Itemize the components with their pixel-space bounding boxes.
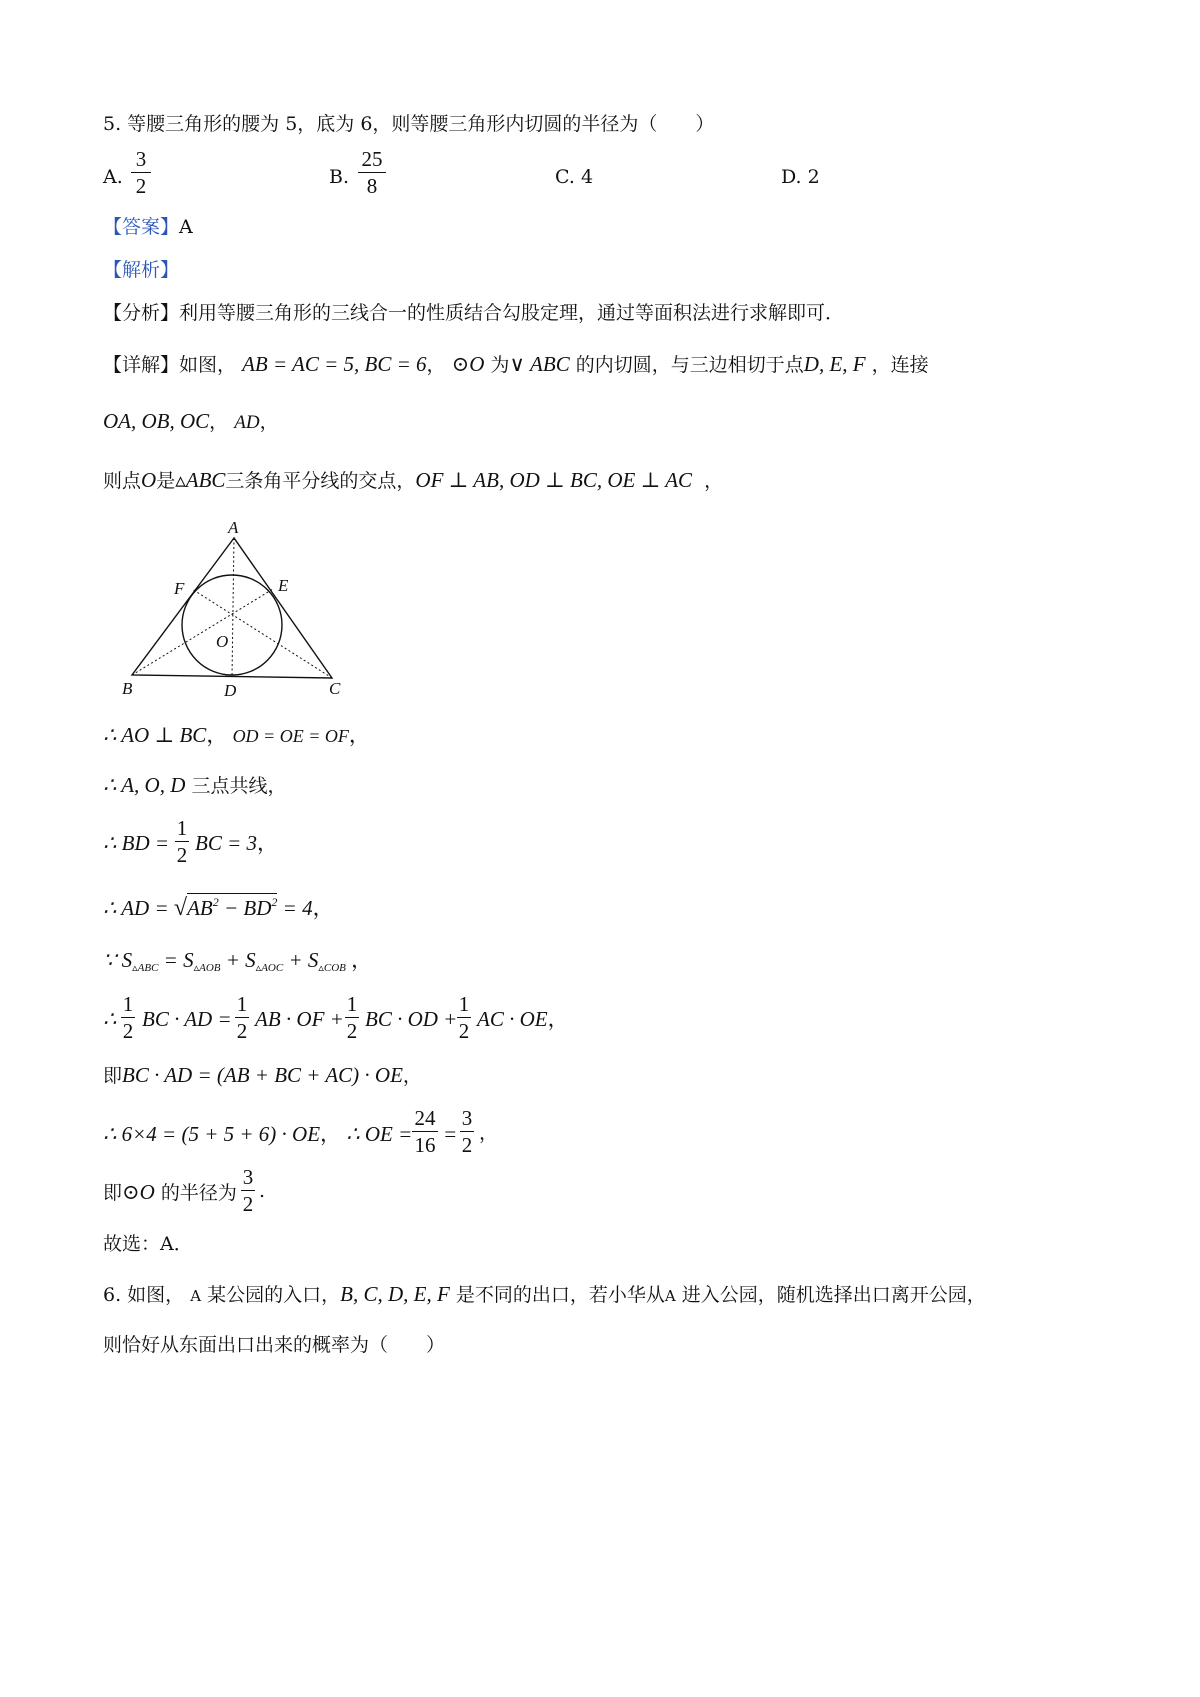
math-expression: ∴ AO ⊥ BC [103, 723, 207, 747]
label-e: E [278, 576, 289, 595]
step-6-term-2: AB · OF + [255, 1007, 344, 1031]
punctuation: ， [426, 354, 446, 376]
step-1 [103, 725, 370, 746]
sqrt-radicand: $AB^2 - BD^2$ [187, 895, 278, 920]
step-7: 即BC · AD = (AB + BC + AC) · OE， [103, 1063, 422, 1087]
step-4: ∴ AD = $√AB^2 - BD^2 = 4$， [103, 895, 334, 921]
denominator: 2 [176, 843, 188, 867]
incircle-figure [110, 515, 360, 705]
punctuation: ， [348, 723, 370, 747]
math-expression: OA, OB, OC [103, 409, 210, 433]
step-8-left: ∴ 6×4 = (5 + 5 + 6) · OE， ∴ OE = [103, 1122, 413, 1146]
step-9-fraction: 3 2 [242, 1165, 254, 1216]
line-ad [232, 538, 234, 677]
punctuation: ， [312, 896, 334, 920]
option-b-denominator: 8 [366, 174, 378, 198]
step-6-fraction-2: 1 2 [236, 992, 248, 1043]
xiangjie-text: 三条角平分线的交点， [225, 470, 416, 492]
punctuation: ， [704, 470, 724, 492]
answer-value: A [179, 216, 193, 238]
math-expression: ∨ ABC [509, 352, 570, 376]
xiangjie-line-1 [103, 354, 929, 375]
xiangjie-tag: 【详解】 [103, 354, 180, 376]
punctuation: ， [259, 411, 279, 433]
option-a-numerator: 3 [135, 147, 147, 171]
math-expression: ∴ AD = [103, 896, 169, 920]
math-expression: D, E, F [803, 352, 866, 376]
option-b-fraction [358, 149, 386, 197]
math-expression: O [141, 468, 157, 492]
math-expression: ▵ABC [175, 468, 226, 492]
step-text: 三点共线， [191, 775, 287, 797]
option-a-label: A. [103, 166, 123, 188]
option-a-fraction [131, 149, 151, 197]
math-expression: ∴ A, O, D [103, 773, 186, 797]
math-expression: ⊙O [451, 352, 485, 376]
xiangjie-text: 是 [156, 470, 176, 492]
answer-tag: 【答案】 [103, 216, 180, 238]
label-b: B [122, 679, 133, 698]
label-c: C [329, 679, 341, 698]
label-d: D [224, 681, 237, 700]
math-expression: OF ⊥ AB, OD ⊥ BC, OE ⊥ AC [415, 468, 693, 492]
q6-line-2: 则恰好从东面出口出来的概率为（ ） [103, 1334, 446, 1356]
xiangjie-line-3 [103, 470, 723, 491]
option-b-label: B. [329, 166, 350, 188]
step-6-fraction-4: 1 2 [458, 992, 470, 1043]
step-10: 故选：A． [103, 1233, 193, 1255]
option-a-denominator: 2 [135, 174, 147, 198]
q5-stem: 5. 等腰三角形的腰为 5，底为 6，则等腰三角形内切圆的半径为（ ） [103, 113, 715, 135]
step-8-end: ， [479, 1122, 499, 1144]
line-bo-e [132, 589, 273, 675]
step-6-term-1: BC · AD = [142, 1007, 232, 1031]
xiangjie-text: 则点 [103, 470, 142, 492]
math-expression: AD [234, 412, 260, 433]
step-2 [103, 775, 286, 796]
xiangjie-line-2 [103, 411, 279, 432]
math-expression: OD = OE = OF [232, 726, 349, 746]
step-3-left: ∴ BD = [103, 831, 170, 855]
step-8-fraction-1: 24 16 [412, 1108, 438, 1156]
q6-line-1: 6. 如图， A 某公园的入口，B, C, D, E, F 是不同的出口，若小华从A 进入公园，随机选择出口离开公园， [103, 1282, 986, 1306]
punctuation: ， [209, 411, 229, 433]
xiangjie-text: ，连接 [871, 354, 929, 376]
punctuation: ， [257, 831, 279, 855]
xiangjie-text: 的内切圆，与三边相切于点 [575, 354, 804, 376]
label-o: O [216, 632, 229, 651]
step-5: ∵ $S_{▵ABC} = S_{▵AOB} + S_{▵AOC} + S_{▵COB}$ ， [103, 948, 373, 974]
math-expression: BC = 3 [195, 831, 258, 855]
step-8-equals: = [443, 1122, 458, 1146]
fenxi-text: 利用等腰三角形的三线合一的性质结合勾股定理，通过等面积法进行求解即可． [179, 302, 845, 324]
step-9-end: . [259, 1180, 266, 1202]
step-6-fraction-1: 1 2 [122, 992, 134, 1043]
step-6-therefore: ∴ [103, 1007, 117, 1031]
step-3-right [195, 833, 278, 854]
math-expression: AB = AC = 5, BC = 6 [242, 352, 427, 376]
option-d: D. 2 [781, 166, 820, 188]
step-3-fraction [175, 818, 189, 866]
step-6-term-4: AC · OE， [477, 1007, 569, 1031]
xiangjie-text: 为 [490, 354, 510, 376]
option-b-numerator: 25 [361, 147, 383, 171]
numerator: 1 [176, 816, 188, 840]
step-9: 即⊙O 的半径为 [103, 1180, 237, 1204]
math-expression: = 4 [277, 896, 313, 920]
step-6-fraction-3: 1 2 [346, 992, 358, 1043]
label-f: F [174, 579, 185, 598]
option-c: C. 4 [555, 166, 594, 188]
triangle-abc [132, 538, 332, 678]
fenxi-line [103, 304, 844, 323]
punctuation: ， [206, 723, 228, 747]
label-a: A [228, 518, 239, 537]
step-8-fraction-2: 3 2 [461, 1106, 473, 1157]
answer-line [103, 218, 193, 237]
step-6-term-3: BC · OD + [365, 1007, 458, 1031]
xiangjie-text: 如图， [179, 354, 237, 376]
fenxi-tag: 【分析】 [103, 302, 180, 324]
analysis-tag: 【解析】 [103, 259, 180, 281]
